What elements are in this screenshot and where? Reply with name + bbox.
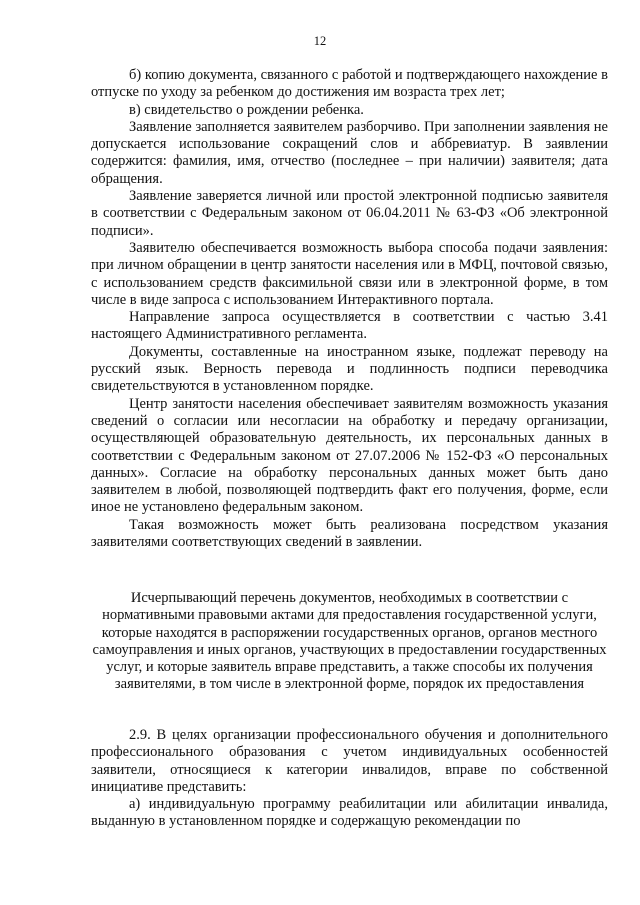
paragraph-personal-data-consent: Центр занятости населения обеспечивает заявителям возможность указания сведений о согласии или несогласии на обработку и передачу организации, осуществляющей образовательную деятельность, их персональных данных в соответствии с Федеральным законом от 27.07.2006 № 152-ФЗ «О персональных данных». Согласие на обработку персональных данных может быть дано заявителем в любой, позволяющей подтвердить факт его получения, форме, если иное не установлено федеральным законом. (91, 395, 608, 516)
paragraph-application-filling: Заявление заполняется заявителем разборчиво. При заполнении заявления не допускается использование сокращений слов и аббревиатур. В заявлении содержится: фамилия, имя, отчество (последнее – при наличии) заявителя; дата обращения. (91, 118, 608, 187)
paragraph-electronic-signature: Заявление заверяется личной или простой электронной подписью заявителя в соответствии с Федеральным законом от 06.04.2011 № 63-ФЗ «Об электронной подписи». (91, 188, 608, 239)
paragraph-section-2-9-item-a: а) индивидуальную программу реабилитации или абилитации инвалида, выданную в установленном порядке и содержащую рекомендации по (91, 796, 608, 830)
paragraph-submission-method: Заявителю обеспечивается возможность выбора способа подачи заявления: при личном обращении в центр занятости населения или в МФЦ, почтовой связью, с использованием средств факсимильной связи или в электронной форме, в том числе в виде запроса с использованием Интерактивного портала. (91, 239, 608, 308)
paragraph-foreign-documents: Документы, составленные на иностранном языке, подлежат переводу на русский язык. Верность перевода и подлинность подписи переводчика свидетельствуются в установленном порядке. (91, 343, 608, 395)
page-number: 12 (313, 34, 327, 48)
paragraph-document-copy: б) копию документа, связанного с работой и подтверждающего нахождение в отпуске по уходу за ребенком до достижения им возраста трех лет; (91, 67, 608, 101)
paragraph-birth-certificate: в) свидетельство о рождении ребенка. (129, 101, 364, 118)
section-heading: Исчерпывающий перечень документов, необходимых в соответствии с нормативными правовыми актами для предоставления государственной услуги, которые находятся в распоряжении государственных органов, органов местного самоуправления и иных органов, участвующих в предоставлении государственных услуг, и которые заявитель вправе представить, а также способы их получения заявителями, в том числе в электронной форме, порядок их предоставления (92, 590, 607, 693)
body-text (91, 67, 608, 551)
paragraph-section-2-9-intro: 2.9. В целях организации профессионального обучения и дополнительного профессионального образования с учетом индивидуальных особенностей заявители, относящиеся к категории инвалидов, вправе по собственной инициативе представить: (91, 727, 608, 795)
paragraph-request-direction: Направление запроса осуществляется в соответствии с частью 3.41 настоящего Административного регламента. (91, 309, 608, 343)
section-2-9 (91, 727, 608, 831)
paragraph-consent-indication: Такая возможность может быть реализована посредством указания заявителями соответствующих сведений в заявлении. (91, 516, 608, 551)
